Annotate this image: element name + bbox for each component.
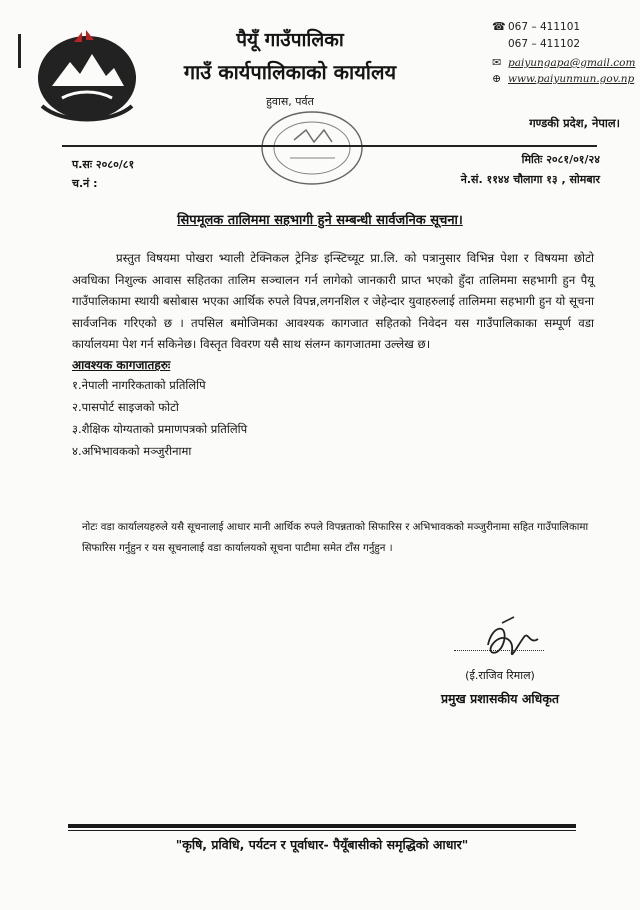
dispatch-number: च.नं : <box>72 177 98 190</box>
globe-icon: ⊕ <box>492 72 502 85</box>
office-address: हुवास, पर्वत <box>266 95 314 108</box>
signature-icon <box>478 615 550 665</box>
office-name-line1: पैयूँ गाउँपालिका <box>236 29 344 51</box>
phone-1-text: 067 – 411101 <box>508 21 581 33</box>
notice-body: प्रस्तुत विषयमा पोखरा भ्याली टेक्निकल ट्रेनिङ इन्स्टिच्यूट प्रा.लि. को पत्रानुसार विभिन्न पेशा र विषयमा छोटो अवधिका निशुल्क आवास सहितका तालिम सञ्चालन गर्न लागेको जानकारी प्राप्त भएको हुँदा तालिममा सहभागी हुन पैयू गाउँपालिकामा स्थायी बसोबास भएका आर्थिक रुपले विपन्न,लगनशिल र जेहेन्दार युवाहरुलाई तालिममा सहभागी हुन यो सूचना सार्वजनिक गरिएको छ । तपसिल बमोजिमका आवश्यक कागजात सहितको निवेदन यस गाउँपालिकाका सम्पूर्ण वडा कार्यालयमा पेश गर्न सकिनेछ। विस्तृत विवरण यसै साथ संलग्न कागजातमा उल्लेख छ। <box>72 251 594 352</box>
footer-divider-thin <box>68 830 576 831</box>
footer-divider <box>68 824 576 828</box>
requirement-item: ४.अभिभावकको मञ्जुरीनामा <box>72 444 192 458</box>
mail-icon: ✉ <box>492 56 502 69</box>
requirements-heading: आवश्यक कागजातहरुः <box>72 358 171 372</box>
website <box>492 72 634 85</box>
letter-ps-number: प.सः २०८०/८१ <box>72 158 135 171</box>
signatory-title: प्रमुख प्रशासकीय अधिकृत <box>440 691 560 706</box>
email-text: paiyungapa@gmail.com <box>508 57 636 69</box>
letter-date: मितिः २०८१/०१/२४ <box>521 153 600 166</box>
website-text: www.paiyunmun.gov.np <box>508 73 635 85</box>
requirement-item: २.पासपोर्ट साइजको फोटो <box>72 400 179 414</box>
phone-1 <box>492 20 580 33</box>
phone-2: 067 – 411102 <box>508 38 581 50</box>
email <box>492 56 635 69</box>
note: नोटः वडा कार्यालयहरुले यसै सूचनालाई आधार मानी आर्थिक रुपले विपन्नताको सिफारिस र अभिभावकको मञ्जुरीनामा सहित गाउँपालिकामा सिफारिस गर्नुहुन र यस सूचनालाई वडा कार्यालयको सूचना पाटीमा समेत टाँस गर्नुहुन । <box>82 522 589 554</box>
notice-subject: सिपमूलक तालिममा सहभागी हुने सम्बन्धी सार्वजनिक सूचना। <box>177 213 463 228</box>
header-divider <box>62 145 597 147</box>
signature-line <box>454 650 544 651</box>
nepal-sambat-date: ने.सं. ११४४ चौलागा १३ , सोमबार <box>460 173 600 186</box>
phone-icon: ☎ <box>492 20 506 33</box>
signatory-name: (ई.राजिव रिमाल) <box>465 669 535 682</box>
margin-mark <box>18 34 21 68</box>
requirement-item: ३.शैक्षिक योग्यताको प्रमाणपत्रको प्रतिलिपि <box>72 422 248 436</box>
province: गण्डकी प्रदेश, नेपाल। <box>529 116 620 130</box>
footer-motto: "कृषि, प्रविधि, पर्यटन र पूर्वाधार- पैयूँबासीको समृद्धिको आधार" <box>175 837 469 852</box>
requirement-item: १.नेपाली नागरिकताको प्रतिलिपि <box>72 378 206 392</box>
government-emblem-icon <box>22 28 152 128</box>
office-name-line2: गाउँ कार्यपालिकाको कार्यालय <box>183 60 397 84</box>
